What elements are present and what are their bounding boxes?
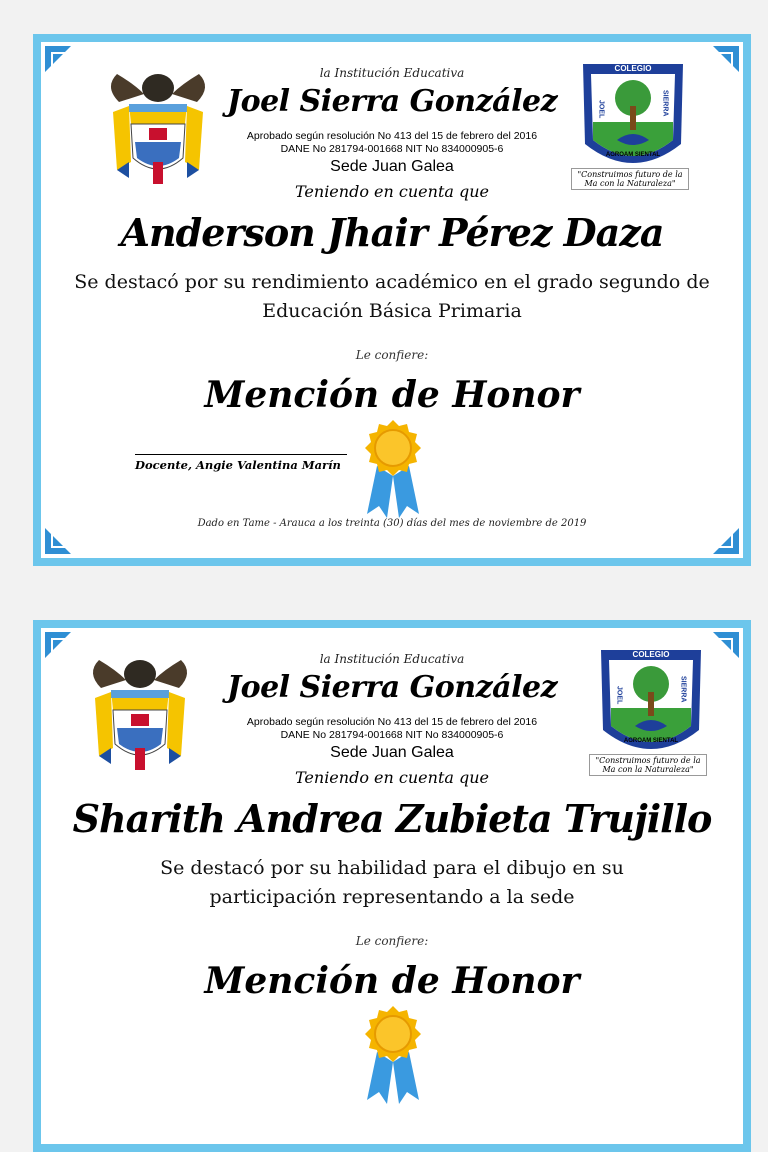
confers-text: Le confiere: [355, 934, 429, 948]
campus-name: Sede Juan Galea [330, 158, 454, 175]
confers-text: Le confiere: [355, 348, 429, 362]
certificate-body [39, 40, 745, 560]
logo-right-text: SIERRA [679, 676, 687, 703]
school-motto: "Construimos futuro de la Ma con la Naturaleza" [571, 168, 689, 190]
dane-text: DANE No 281794-001668 NIT No 834000905-6 [280, 729, 504, 741]
considering-text: Teniendo en cuenta que [294, 182, 490, 201]
dane-text: DANE No 281794-001668 NIT No 834000905-6 [280, 143, 504, 155]
logo-top-text: COLEGIO [632, 650, 670, 659]
logo-bottom-text: AGROAM SIENTAL [605, 152, 661, 158]
resolution-text: Aprobado según resolución No 413 del 15 de febrero del 2016 [246, 130, 538, 142]
student-name: Anderson Jhair Pérez Daza [120, 210, 664, 255]
issued-date: Dado en Tame - Arauca a los treinta (30) días del mes de noviembre de 2019 [197, 518, 587, 529]
teacher-signature: Docente, Angie Valentina Marín [135, 458, 341, 472]
institution-lead: la Institución Educativa [319, 652, 465, 666]
signature-line [135, 454, 347, 455]
medal-icon [359, 1004, 427, 1108]
logo-left-text: JOEL [597, 100, 605, 119]
school-name: Joel Sierra González [226, 670, 558, 705]
corner-ornament-icon [713, 528, 739, 554]
institution-lead: la Institución Educativa [319, 66, 465, 80]
logo-top-text: COLEGIO [614, 64, 652, 73]
certificate-2 [33, 620, 751, 1152]
logo-bottom-text: AGROAM SIENTAL [623, 738, 679, 744]
certificate-body [39, 626, 745, 1146]
student-name: Sharith Andrea Zubieta Trujillo [72, 796, 712, 841]
campus-name: Sede Juan Galea [330, 744, 454, 761]
award-title: Mención de Honor [204, 960, 580, 1002]
considering-text: Teniendo en cuenta que [294, 768, 490, 787]
corner-ornament-icon [45, 528, 71, 554]
resolution-text: Aprobado según resolución No 413 del 15 de febrero del 2016 [246, 716, 538, 728]
certificate-1 [33, 34, 751, 566]
award-title: Mención de Honor [204, 374, 580, 416]
medal-icon [359, 418, 427, 522]
award-reason: Se destacó por su rendimiento académico en el grado segundo de Educación Básica Primaria [74, 271, 710, 322]
logo-left-text: JOEL [615, 686, 623, 705]
award-reason: Se destacó por su habilidad para el dibujo en su participación representando a la sede [160, 857, 624, 908]
logo-right-text: SIERRA [661, 90, 669, 117]
school-motto: "Construimos futuro de la Ma con la Naturaleza" [589, 754, 707, 776]
school-name: Joel Sierra González [226, 84, 558, 119]
